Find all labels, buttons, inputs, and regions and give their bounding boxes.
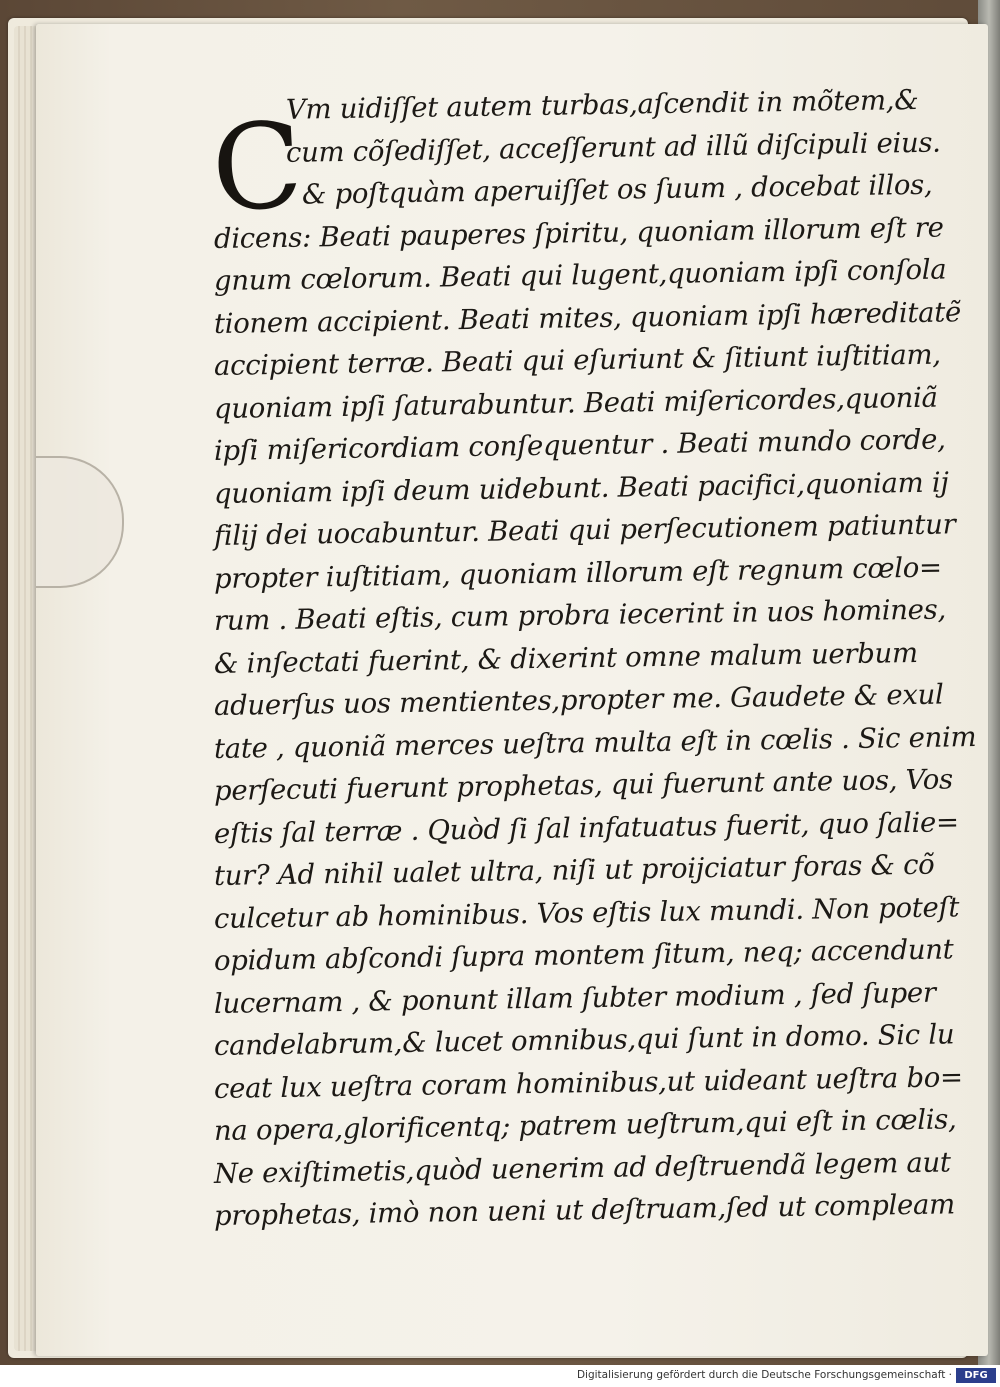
drop-cap-initial: C <box>208 95 306 239</box>
page-tab-loop <box>36 456 124 588</box>
text-line: propter iuſtitiam, quoniam illorum eſt regnum cœlo= <box>213 551 943 595</box>
text-line: quoniam ipſi ſaturabuntur. Beati miſericordes,quoniã <box>213 381 938 425</box>
text-line: tur? Ad nihil ualet ultra, niſi ut proijciatur foras & cõ <box>213 848 935 892</box>
text-line: tate , quoniã merces ueſtra multa eſt in cœlis . Sic enim <box>213 720 977 765</box>
text-line: & inſectati fuerint, & dixerint omne malum uerbum <box>213 636 918 680</box>
text-line: filij dei uocabuntur. Beati qui perſecutionem patiuntur <box>213 508 956 552</box>
text-line: culcetur ab hominibus. Vos eſtis lux mundi. Non poteſt <box>213 890 960 935</box>
text-line: Ne exiſtimetis,quòd uenerim ad deſtruendã legem aut <box>213 1145 951 1190</box>
text-line: rum . Beati eſtis, cum probra iecerint in uos homines, <box>213 593 947 637</box>
text-line: quoniam ipſi deum uidebunt. Beati pacifici,quoniam ij <box>213 465 949 510</box>
text-line: opidum abſcondi ſupra montem ſitum, neq; accendunt <box>213 933 954 977</box>
text-line: tionem accipient. Beati mites, quoniam ipſi hæreditatẽ <box>213 295 962 340</box>
text-line: eſtis ſal terræ . Quòd ſi ſal infatuatus fuerit, quo ſalie= <box>213 805 959 850</box>
text-line: ipſi miſericordiam conſequentur . Beati mundo corde, <box>213 423 946 467</box>
text-line: prophetas, imò non ueni ut deſtruam,ſed ut compleam <box>213 1188 956 1232</box>
text-line: perſecuti fuerunt prophetas, qui fuerunt ante uos, Vos <box>213 763 954 807</box>
page-text-block <box>213 83 977 1238</box>
footer-bar <box>0 1365 1000 1387</box>
funding-notice: Digitalisierung gefördert durch die Deutsche Forschungsgemeinschaft · <box>576 1369 952 1381</box>
dfg-logo: DFG <box>956 1368 996 1383</box>
text-line: dicens: Beati pauperes ſpiritu, quoniam illorum eſt re <box>213 211 944 255</box>
text-line: gnum cœlorum. Beati qui lugent,quoniam ipſi conſola <box>213 253 947 297</box>
text-line: na opera,glorificentq; patrem ueſtrum,qui eſt in cœlis, <box>213 1103 957 1147</box>
text-line: cum cõſediſſet, acceſſerunt ad illũ diſcipuli eius. <box>285 126 941 169</box>
text-line: & poſtquàm aperuiſſet os ſuum , docebat illos, <box>301 168 933 211</box>
text-line: accipient terræ. Beati qui eſuriunt & ſitiunt iuſtitiam, <box>213 338 941 382</box>
text-line: lucernam , & ponunt illam ſubter modium , ſed ſuper <box>213 976 936 1020</box>
text-line: candelabrum,& lucet omnibus,qui ſunt in domo. Sic lu <box>213 1018 955 1062</box>
text-line: Vm uidiſſet autem turbas,aſcendit in mõtem,& <box>285 83 919 126</box>
text-line: aduerſus uos mentientes,propter me. Gaudete & exul <box>213 678 944 722</box>
text-line: ceat lux ueſtra coram hominibus,ut uideant ueſtra bo= <box>213 1060 963 1105</box>
